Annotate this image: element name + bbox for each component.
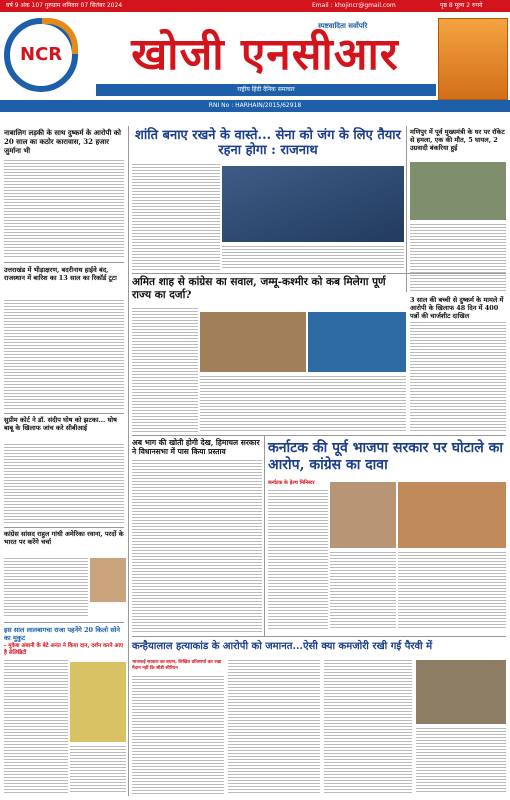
left-top-headline: नाबालिग लड़की के साथ दुष्कर्म के आरोपी को 20 साल का कठोर कारावास, 32 हजार जुर्माना भी (4, 128, 121, 155)
karnataka-body-col1 (268, 490, 328, 630)
main-body-col2 (222, 246, 404, 270)
right-mid-body (410, 322, 506, 432)
main-body-col1 (132, 164, 220, 270)
left-court-headline: सुप्रीम कोर्ट ने डॉ. संदीप घोष को झटका... घोष बाबू के खिलाफ जांच करे सीबीआई (4, 416, 117, 432)
vinesh-headline: अब भाग की खोती होगी देख, हिमाचल सरकार ने विधानसभा में पास किया प्रस्ताव (132, 438, 260, 456)
email-info: Email : khojincr@gmail.com (312, 2, 396, 9)
kanhaiya-photo (416, 660, 506, 724)
main-headline: शांति बनाए रखने के वास्ते... सेना को जंग के लिए तैयार रहना होगा : राजनाथ (135, 128, 401, 158)
left-bottom-headline: इस साल लालबागचा राजा पहनेंगे 20 किलो सोने का मुकुट (4, 626, 121, 642)
amit-body-col1 (132, 308, 198, 432)
right-mid-headline: 3 साल की बच्ची से दुष्कर्म के मामले में आरोपी के खिलाफ 48 दिन में 400 पन्नों की चार्जशीट दाखिल (410, 296, 504, 320)
right-top-body (410, 224, 506, 292)
left-top-body (4, 160, 124, 258)
karnataka-body-col3 (398, 552, 506, 630)
karnataka-headline: कर्नाटक की पूर्व भाजपा सरकार पर घोटाले का आरोप, कांग्रेस का दावा (268, 440, 504, 473)
tagline: स्पष्टवादिता सर्वोपरि (318, 22, 368, 30)
left-bottom-subhead: - मुकेश अंबानी के बेटे अनंत ने किया दान, दर्शन करने आए है सेलिब्रिटी (4, 643, 124, 656)
rajnath-singh-photo (222, 166, 404, 242)
right-top-headline: मणिपुर में पूर्व मुख्यमंत्री के घर पर रॉकेट से हमला, एक की मौत, 5 घायल, 2 उग्रवादी बंकरिया हुई (410, 128, 505, 152)
amit-shah-photo (308, 312, 406, 372)
kanhaiya-byline: भाजपाई सरकार का बयान, लिखित प्रतिस्पर्धा कर रखा मैदान नहीं कि सीडी सीरियन (132, 660, 222, 671)
left-bottom-body (4, 660, 68, 794)
newspaper-subtitle: राष्ट्रीय हिंदी दैनिक समाचार (96, 84, 436, 96)
page-price-info: पृष्ठ 8 मूल्य 2 रुपये (440, 2, 483, 9)
karnataka-leaders-photo (398, 482, 506, 548)
rni-number: RNI No : HARHAIN/2015/62918 (0, 100, 510, 112)
amit-body-col2 (200, 376, 406, 432)
logo-text: NCR (20, 44, 63, 65)
masthead-portrait-image (438, 18, 508, 100)
congress-leader-photo (200, 312, 306, 372)
vinesh-body (132, 460, 262, 632)
karnataka-body-col2 (330, 552, 396, 630)
rahul-gandhi-photo (90, 558, 126, 602)
left-mid-headline: उत्तराखंड में भीड़ाक्षरण, बदरीनाथ हाईवे बंद, राजस्थान में बारिश का 13 साल का रिकॉर्ड टूटा (4, 266, 117, 282)
kanhaiya-body-col4 (416, 728, 506, 794)
karnataka-subhead: कर्नाटक के हेल्थ मिनिस्टर (268, 480, 315, 486)
kanhaiya-headline: कन्हैयालाल हत्याकांड के आरोपी को जमानत...ऐसी क्या कमजोरी रखी गई पैरवी में (132, 641, 433, 652)
karnataka-minister-photo (330, 482, 396, 548)
kanhaiya-body-col1 (132, 676, 224, 794)
left-congress-body (4, 558, 88, 618)
manipur-photo (410, 162, 506, 220)
amit-shah-headline: अमित शाह से कांग्रेस का सवाल, जम्मू-कश्मीर को कब मिलेगा पूर्ण राज्य का दर्जा? (132, 276, 386, 301)
left-court-body (4, 444, 124, 524)
left-congress-headline: कांग्रेस सांसद राहुल गांधी अमेरिका रवाना, परदों के भारत पर करेंगे चर्चा (4, 530, 124, 546)
left-mid-body (4, 300, 124, 410)
lalbaug-raja-photo (70, 662, 126, 742)
ncr-logo (4, 18, 78, 92)
issue-info: वर्ष 9 अंक 107 गुरुग्राम शनिवार 07 सितंबर 2024 (6, 2, 123, 9)
left-bottom-body-2 (70, 746, 126, 794)
kanhaiya-body-col2 (228, 660, 320, 794)
newspaper-title: खोजी एनसीआर (131, 29, 399, 80)
kanhaiya-body-col3 (324, 660, 412, 794)
top-info-bar (0, 0, 510, 12)
